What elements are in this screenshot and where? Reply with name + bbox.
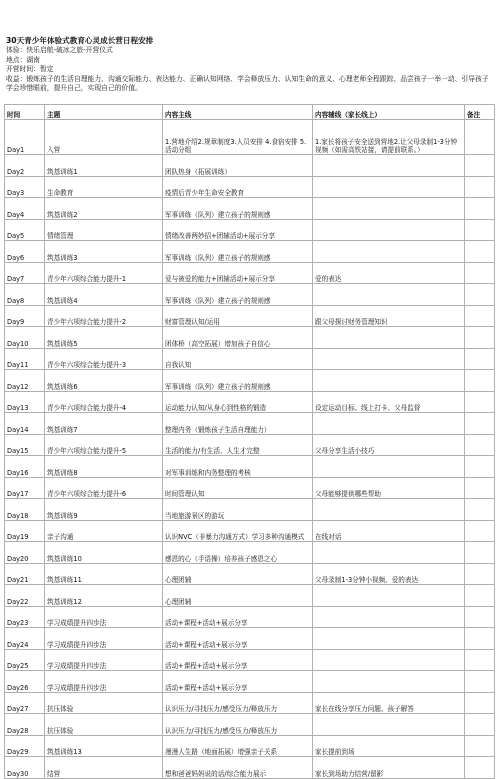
cell-theme: 学习成绩提升四步法 xyxy=(45,649,163,671)
cell-main-content: 运动能力认知/从身心到性格的锻造 xyxy=(163,391,313,413)
cell-main-content: 财富管理认知/运用 xyxy=(163,305,313,327)
cell-main-content: 认识NVC（非暴力沟通方式）学习多种沟通模式 xyxy=(163,520,313,542)
cell-secondary-content xyxy=(313,628,465,650)
cell-secondary-content: 家长到场助力结营/留影 xyxy=(313,757,465,779)
cell-notes xyxy=(465,434,495,456)
cell-theme: 筑基训练10 xyxy=(45,542,163,564)
cell-notes xyxy=(465,284,495,306)
cell-theme: 青少年六项综合能力提升-1 xyxy=(45,262,163,284)
cell-day: Day29 xyxy=(5,735,45,757)
cell-day: Day21 xyxy=(5,563,45,585)
cell-theme: 筑基训练13 xyxy=(45,735,163,757)
cell-notes xyxy=(465,391,495,413)
cell-main-content: 军事训练（队列）建立孩子的规则感 xyxy=(163,241,313,263)
cell-day: Day16 xyxy=(5,456,45,478)
cell-secondary-content: 父母能够提供哪些帮助 xyxy=(313,477,465,499)
table-row xyxy=(5,155,495,177)
start-time-line: 开营时间：暂定 xyxy=(6,65,54,74)
cell-day: Day10 xyxy=(5,327,45,349)
cell-theme: 筑基训练3 xyxy=(45,241,163,263)
cell-notes xyxy=(465,305,495,327)
cell-secondary-content: 家长提前到场 xyxy=(313,735,465,757)
table-row xyxy=(5,348,495,370)
table-row xyxy=(5,499,495,521)
table-row xyxy=(5,219,495,241)
cell-secondary-content xyxy=(313,649,465,671)
cell-secondary-content: 爱的表达 xyxy=(313,262,465,284)
cell-secondary-content xyxy=(313,241,465,263)
cell-secondary-content xyxy=(313,606,465,628)
cell-theme: 筑基训练1 xyxy=(45,155,163,177)
table-row xyxy=(5,628,495,650)
table-row xyxy=(5,606,495,628)
cell-day: Day26 xyxy=(5,671,45,693)
cell-secondary-content xyxy=(313,714,465,736)
cell-notes xyxy=(465,198,495,220)
cell-secondary-content xyxy=(313,370,465,392)
cell-secondary-content xyxy=(313,671,465,693)
cell-day: Day30 xyxy=(5,757,45,779)
header-secondary-content: 内容辅线（家长线上） xyxy=(313,105,465,120)
cell-theme: 情绪管理 xyxy=(45,219,163,241)
cell-main-content: 军事训练（队列）建立孩子的规则感 xyxy=(163,370,313,392)
cell-theme: 生命教育 xyxy=(45,176,163,198)
cell-theme: 青少年六项综合能力提升-2 xyxy=(45,305,163,327)
table-row xyxy=(5,413,495,435)
cell-secondary-content: 跟父母探讨财务管理知识 xyxy=(313,305,465,327)
cell-notes xyxy=(465,327,495,349)
cell-day: Day1 xyxy=(5,120,45,155)
table-header-row xyxy=(5,105,495,120)
cell-theme: 抗压体验 xyxy=(45,714,163,736)
cell-main-content: 时间管理认知 xyxy=(163,477,313,499)
cell-notes xyxy=(465,692,495,714)
cell-secondary-content: 父母分享生活小技巧 xyxy=(313,434,465,456)
table-row xyxy=(5,327,495,349)
cell-main-content: 活动+课程+活动+展示分享 xyxy=(163,649,313,671)
cell-notes xyxy=(465,262,495,284)
cell-day: Day24 xyxy=(5,628,45,650)
table-row xyxy=(5,563,495,585)
cell-notes xyxy=(465,241,495,263)
cell-day: Day13 xyxy=(5,391,45,413)
cell-day: Day17 xyxy=(5,477,45,499)
cell-day: Day3 xyxy=(5,176,45,198)
cell-day: Day11 xyxy=(5,348,45,370)
cell-notes xyxy=(465,649,495,671)
cell-day: Day9 xyxy=(5,305,45,327)
cell-theme: 入营 xyxy=(45,120,163,155)
cell-notes xyxy=(465,456,495,478)
header-main-content: 内容主线 xyxy=(163,105,313,120)
header-notes: 备注 xyxy=(465,105,495,120)
cell-theme: 筑基训练7 xyxy=(45,413,163,435)
cell-main-content: 军事训练（队列）建立孩子的规则感 xyxy=(163,198,313,220)
table-row xyxy=(5,671,495,693)
table-row xyxy=(5,692,495,714)
cell-notes xyxy=(465,499,495,521)
cell-day: Day28 xyxy=(5,714,45,736)
cell-main-content: 情绪改善两妙招+团辅活动+展示分享 xyxy=(163,219,313,241)
table-row xyxy=(5,284,495,306)
cell-notes xyxy=(465,120,495,155)
cell-notes xyxy=(465,714,495,736)
cell-main-content: 生活的能力/有生活、人生才完整 xyxy=(163,434,313,456)
cell-main-content: 感恩的心（手语操）培养孩子感恩之心 xyxy=(163,542,313,564)
cell-secondary-content xyxy=(313,499,465,521)
cell-day: Day18 xyxy=(5,499,45,521)
benefits-line: 收益：锻炼孩子的生活自理能力、沟通交际能力、表达能力、正确认知网络、学会释放压力、认知生命的意义、心理老师全程跟踪、品尝孩子一举一动、引导孩子学会珍惜眼前，提升自己，实现自己的价值。 xyxy=(6,74,489,93)
table-row xyxy=(5,198,495,220)
cell-theme: 学习成绩提升四步法 xyxy=(45,671,163,693)
table-row xyxy=(5,370,495,392)
table-row xyxy=(5,757,495,779)
cell-notes xyxy=(465,628,495,650)
cell-theme: 筑基训练4 xyxy=(45,284,163,306)
cell-day: Day7 xyxy=(5,262,45,284)
cell-main-content: 心理团辅 xyxy=(163,563,313,585)
cell-secondary-content: 1.家长将孩子安全送到营地2.让父母录制1-3分钟视频（如需高铁站接，请提前联系。） xyxy=(313,120,465,155)
cell-day: Day23 xyxy=(5,606,45,628)
cell-main-content: 认识压力/寻找压力/感受压力/释放压力 xyxy=(163,692,313,714)
schedule-table xyxy=(4,104,495,779)
cell-theme: 结营 xyxy=(45,757,163,779)
cell-day: Day19 xyxy=(5,520,45,542)
cell-main-content: 爱与被爱的能力+团辅活动+展示分享 xyxy=(163,262,313,284)
document-header xyxy=(6,36,494,94)
cell-secondary-content: 在线对话 xyxy=(313,520,465,542)
table-row xyxy=(5,120,495,155)
cell-main-content: 军事训练（队列）建立孩子的规则感 xyxy=(163,284,313,306)
header-theme: 主题 xyxy=(45,105,163,120)
cell-secondary-content: 父母录制1-3分钟小视频、爱的表达 xyxy=(313,563,465,585)
cell-notes xyxy=(465,477,495,499)
cell-secondary-content xyxy=(313,542,465,564)
cell-main-content: 活动+课程+活动+展示分享 xyxy=(163,628,313,650)
cell-secondary-content: 家长在线分享压力问题、孩子解答 xyxy=(313,692,465,714)
cell-main-content: 对军事训练和内务整理的考核 xyxy=(163,456,313,478)
cell-notes xyxy=(465,155,495,177)
table-row xyxy=(5,176,495,198)
cell-secondary-content xyxy=(313,284,465,306)
cell-notes xyxy=(465,563,495,585)
cell-main-content: 团队热身（拓展训练） xyxy=(163,155,313,177)
cell-day: Day8 xyxy=(5,284,45,306)
cell-day: Day2 xyxy=(5,155,45,177)
cell-secondary-content xyxy=(313,585,465,607)
cell-secondary-content xyxy=(313,327,465,349)
table-row xyxy=(5,241,495,263)
location-line: 地点：湖南 xyxy=(6,55,40,64)
cell-main-content: 心理团辅 xyxy=(163,585,313,607)
document-title: 30天青少年体验式教育心灵成长营日程安排 xyxy=(6,36,154,45)
cell-notes xyxy=(465,542,495,564)
table-row xyxy=(5,714,495,736)
cell-main-content: 自我认知 xyxy=(163,348,313,370)
cell-notes xyxy=(465,606,495,628)
cell-day: Day5 xyxy=(5,219,45,241)
cell-main-content: 1.营地介绍2.规章制度3.人员安排 4.食宿安排 5.活动分组 xyxy=(163,120,313,155)
cell-secondary-content xyxy=(313,219,465,241)
cell-main-content: 团体桥（高空拓展）增加孩子自信心 xyxy=(163,327,313,349)
cell-secondary-content xyxy=(313,176,465,198)
experience-line: 体验：快乐启航-破冰之旅-开营仪式 xyxy=(6,46,113,54)
cell-notes xyxy=(465,757,495,779)
cell-theme: 筑基训练9 xyxy=(45,499,163,521)
table-row xyxy=(5,585,495,607)
cell-secondary-content xyxy=(313,198,465,220)
cell-day: Day4 xyxy=(5,198,45,220)
table-body xyxy=(5,120,495,779)
cell-secondary-content xyxy=(313,348,465,370)
cell-secondary-content xyxy=(313,155,465,177)
table-row xyxy=(5,649,495,671)
cell-theme: 筑基训练2 xyxy=(45,198,163,220)
cell-day: Day20 xyxy=(5,542,45,564)
cell-secondary-content: 设定运动目标、线上打卡、父母监督 xyxy=(313,391,465,413)
table-row xyxy=(5,305,495,327)
cell-theme: 筑基训练12 xyxy=(45,585,163,607)
cell-theme: 学习成绩提升四步法 xyxy=(45,628,163,650)
cell-day: Day27 xyxy=(5,692,45,714)
cell-main-content: 活动+课程+活动+展示分享 xyxy=(163,606,313,628)
cell-theme: 青少年六项综合能力提升-3 xyxy=(45,348,163,370)
cell-theme: 学习成绩提升四步法 xyxy=(45,606,163,628)
cell-main-content: 当地旅游景区的游玩 xyxy=(163,499,313,521)
cell-main-content: 整理内务（锻炼孩子生活自理能力） xyxy=(163,413,313,435)
cell-notes xyxy=(465,348,495,370)
table-row xyxy=(5,262,495,284)
cell-main-content: 疫情后青少年生命安全教育 xyxy=(163,176,313,198)
cell-notes xyxy=(465,176,495,198)
cell-main-content: 漫漫人生路（地面拓展）增强亲子关系 xyxy=(163,735,313,757)
header-time: 时间 xyxy=(5,105,45,120)
table-row xyxy=(5,542,495,564)
cell-day: Day22 xyxy=(5,585,45,607)
cell-main-content: 想和爸爸妈妈说的话/综合能力展示 xyxy=(163,757,313,779)
cell-day: Day12 xyxy=(5,370,45,392)
cell-notes xyxy=(465,735,495,757)
cell-notes xyxy=(465,370,495,392)
cell-theme: 青少年六项综合能力提升-6 xyxy=(45,477,163,499)
cell-theme: 抗压体验 xyxy=(45,692,163,714)
cell-theme: 筑基训练11 xyxy=(45,563,163,585)
table-row xyxy=(5,391,495,413)
table-row xyxy=(5,434,495,456)
cell-notes xyxy=(465,520,495,542)
cell-day: Day6 xyxy=(5,241,45,263)
cell-main-content: 活动+课程+活动+展示分享 xyxy=(163,671,313,693)
cell-theme: 筑基训练8 xyxy=(45,456,163,478)
cell-main-content: 认识压力/寻找压力/感受压力/释放压力 xyxy=(163,714,313,736)
cell-theme: 青少年六项综合能力提升-5 xyxy=(45,434,163,456)
cell-notes xyxy=(465,219,495,241)
table-row xyxy=(5,477,495,499)
cell-theme: 亲子沟通 xyxy=(45,520,163,542)
table-row xyxy=(5,520,495,542)
cell-day: Day14 xyxy=(5,413,45,435)
cell-notes xyxy=(465,585,495,607)
cell-secondary-content xyxy=(313,413,465,435)
cell-theme: 青少年六项综合能力提升-4 xyxy=(45,391,163,413)
table-row xyxy=(5,456,495,478)
cell-theme: 筑基训练6 xyxy=(45,370,163,392)
cell-secondary-content xyxy=(313,456,465,478)
cell-day: Day25 xyxy=(5,649,45,671)
table-row xyxy=(5,735,495,757)
cell-notes xyxy=(465,671,495,693)
cell-day: Day15 xyxy=(5,434,45,456)
cell-theme: 筑基训练5 xyxy=(45,327,163,349)
cell-notes xyxy=(465,413,495,435)
